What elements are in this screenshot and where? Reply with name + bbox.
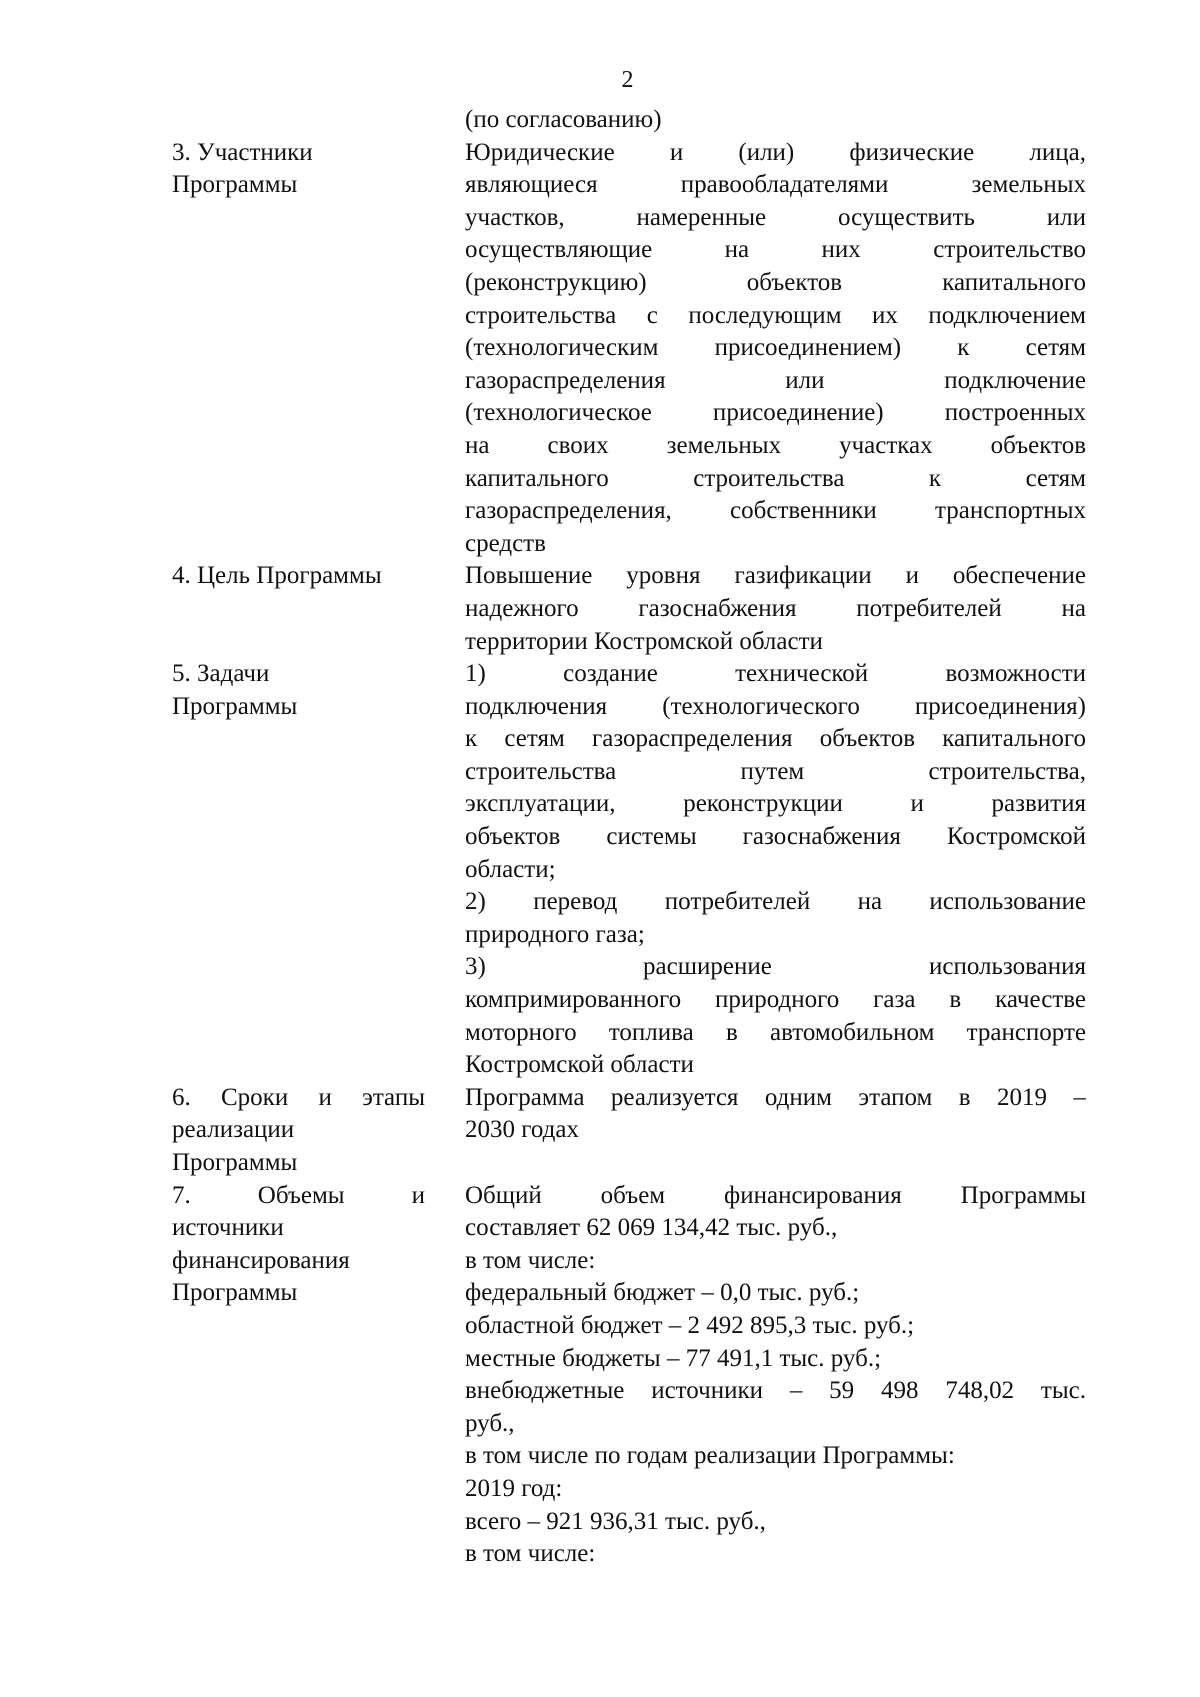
- program-passport-table: [172, 104, 1086, 1571]
- content-line: в том числе:: [465, 1246, 596, 1274]
- content-line: компримированного природного газа в качестве: [465, 986, 1086, 1014]
- row-label: [172, 104, 425, 137]
- label-line: 4. Цель Программы: [172, 562, 382, 590]
- content-line: (по согласованию): [465, 106, 662, 133]
- content-line: объектов системы газоснабжения Костромской: [465, 823, 1086, 851]
- content-line: Программа реализуется одним этапом в 2019 –: [465, 1083, 1086, 1111]
- content-line: надежного газоснабжения потребителей на: [465, 594, 1086, 622]
- label-line: Программы: [172, 171, 298, 199]
- content-line: 1) создание технической возможности: [465, 660, 1086, 688]
- content-line: 3) расширение использования: [465, 953, 1086, 981]
- row-content: [465, 137, 1086, 561]
- row-label: [172, 1082, 425, 1180]
- content-line: природного газа;: [465, 920, 645, 948]
- content-line: (реконструкцию) объектов капитального: [465, 268, 1086, 296]
- content-line: Повышение уровня газификации и обеспечение: [465, 562, 1086, 590]
- content-line: областной бюджет – 2 492 895,3 тыс. руб.;: [465, 1311, 915, 1339]
- row-content: [465, 1082, 1086, 1180]
- label-line: Программы: [172, 692, 298, 720]
- content-line: внебюджетные источники – 59 498 748,02 тыс.: [465, 1377, 1086, 1405]
- content-line: к сетям газораспределения объектов капитального: [465, 725, 1086, 753]
- content-line: местные бюджеты – 77 491,1 тыс. руб.;: [465, 1344, 882, 1372]
- content-line: участков, намеренные осуществить или: [465, 203, 1086, 231]
- row-content: [465, 560, 1086, 658]
- content-line: Костромской области: [465, 1051, 694, 1079]
- content-line: являющиеся правообладателями земельных: [465, 171, 1086, 199]
- content-line: средств: [465, 529, 546, 557]
- section-financing: [172, 1180, 1086, 1571]
- row-label: [172, 137, 425, 561]
- content-line: (технологическое присоединение) построенных: [465, 399, 1086, 427]
- section-goal: [172, 560, 1086, 658]
- content-line: федеральный бюджет – 0,0 тыс. руб.;: [465, 1279, 860, 1307]
- content-line: в том числе по годам реализации Программы:: [465, 1442, 955, 1470]
- content-line: 2030 годах: [465, 1116, 579, 1144]
- content-line: в том числе:: [465, 1540, 596, 1568]
- label-line: 6. Сроки и этапы: [172, 1083, 425, 1111]
- content-line: 2) перевод потребителей на использование: [465, 888, 1086, 916]
- content-line: области;: [465, 855, 556, 883]
- content-line: капитального строительства к сетям: [465, 464, 1086, 492]
- label-line: реализации: [172, 1116, 295, 1144]
- content-line: 2019 год:: [465, 1474, 563, 1502]
- section-tasks: [172, 658, 1086, 1082]
- content-line: составляет 62 069 134,42 тыс. руб.,: [465, 1214, 838, 1242]
- content-line: на своих земельных участках объектов: [465, 431, 1086, 459]
- label-line: Программы: [172, 1149, 298, 1176]
- content-line: моторного топлива в автомобильном транспорте: [465, 1018, 1086, 1046]
- content-line: руб.,: [465, 1409, 515, 1437]
- content-line: строительства с последующим их подключением: [465, 301, 1086, 329]
- content-line: территории Костромской области: [465, 627, 823, 655]
- section-participants: [172, 137, 1086, 561]
- row-content: [465, 1180, 1086, 1571]
- label-line: источники: [172, 1214, 284, 1242]
- content-line: осуществляющие на них строительство: [465, 236, 1086, 264]
- row-content: [465, 658, 1086, 1082]
- content-line: строительства путем строительства,: [465, 757, 1086, 785]
- label-line: [172, 104, 425, 137]
- row-content: [465, 104, 1086, 137]
- content-line: Общий объем финансирования Программы: [465, 1181, 1086, 1209]
- label-line: финансирования: [172, 1246, 350, 1274]
- content-line: всего – 921 936,31 тыс. руб.,: [465, 1507, 766, 1535]
- row-label: [172, 560, 425, 658]
- content-line: Юридические и (или) физические лица,: [465, 138, 1086, 166]
- label-line: 3. Участники: [172, 138, 313, 166]
- label-line: Программы: [172, 1279, 298, 1307]
- row-label: [172, 1180, 425, 1571]
- content-line: эксплуатации, реконструкции и развития: [465, 790, 1086, 818]
- page-number: 2: [621, 67, 634, 93]
- label-line: 7. Объемы и: [172, 1181, 425, 1209]
- content-line: газораспределения, собственники транспортных: [465, 497, 1086, 525]
- label-line: 5. Задачи: [172, 660, 270, 688]
- content-line: газораспределения или подключение: [465, 366, 1086, 394]
- content-line: (технологическим присоединением) к сетям: [465, 334, 1086, 362]
- row-label: [172, 658, 425, 1082]
- content-line: подключения (технологического присоединения): [465, 692, 1086, 720]
- section-terms: [172, 1082, 1086, 1180]
- section-continuation: [172, 104, 1086, 137]
